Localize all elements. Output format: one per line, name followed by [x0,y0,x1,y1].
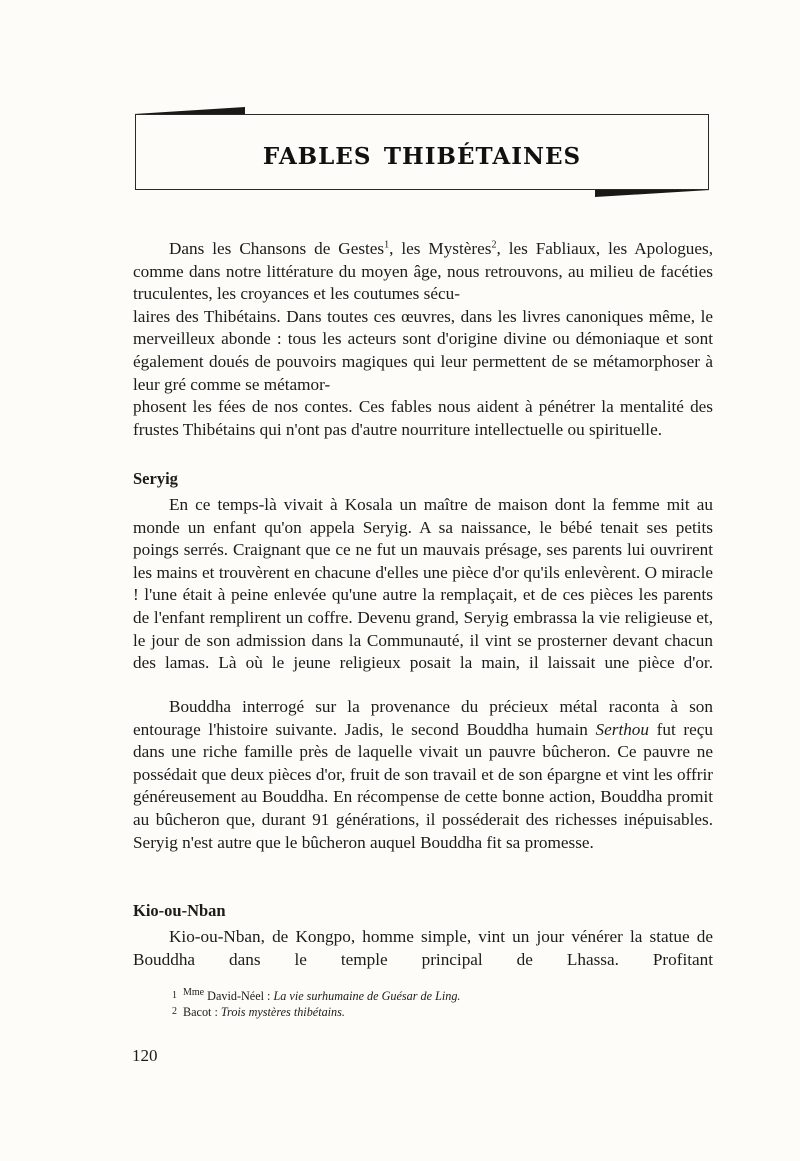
footnote-ref-2: 2 [491,239,497,251]
footnote-1-number: 1 [172,990,177,1001]
serthou-name: Serthou [595,719,649,739]
intro-text-c: , les Fabliaux, les Apologues, comme dans notre littérature du moyen âge, nous retrouvons, au milieu de facéties truculentes, les croyances et les coutumes sécu- laires des Thibétains. Dans toutes ces œuvres, dans les livres canoniques même, le merveilleux abonde : tous les acteurs sont d'origine divine ou démoniaque et sont également doués de pouvoirs magiques qui leur permettent de se métamorphoser à leur gré comme se métamor- phosent les fées de nos contes. Ces fables nous aident à pénétrer la mentalité des frustes Thibétains qui n'ont pas d'autre nourriture intellectuelle ou spirituelle. [133,239,713,439]
footnote-2-number: 2 [172,1006,177,1017]
section-heading-kio-ou-nban: Kio-ou-Nban [133,901,226,920]
section-heading-seryig: Seryig [133,469,178,488]
kio-paragraph-1: Kio-ou-Nban, de Kongpo, homme simple, vint un jour vénérer la statue de Bouddha dans le temple principal de Lhassa. Profitant [133,927,713,969]
intro-text-b: , les Mystères [389,239,492,258]
title-frame [135,114,709,190]
seryig-p2-text-b: fut reçu dans une riche famille près de laquelle vivait un pauvre bûcheron. Ce pauvre ne possédait que deux pièces d'or, fruit de son travail et de son épargne et vint les offrir généreusement au Bouddha. En récompense de cette bonne action, Bouddha promit au bûcheron que, durant 91 générations, il posséderait des richesses inépuisables. Seryig n'est autre que le bûcheron auquel Bouddha fit sa promesse. [133,719,714,852]
seryig-paragraph-2 [133,696,713,854]
intro-text-a: Dans les Chansons de Gestes [169,239,385,258]
footnote-2-author: Bacot : [183,1005,221,1019]
footnote-1 [172,988,460,1004]
seryig-paragraph-1: En ce temps-là vivait à Kosala un maître de maison dont la femme mit au monde un enfant qu'on appela Seryig. A sa naissance, le bébé tenait ses petits poings serrés. Craignant que ce ne fut un mauvais présage, ses parents lui ouvrirent les mains et trouvèrent en chacune d'elles une pièce d'or qu'ils enlevèrent. O miracle ! l'une était à peine enlevée qu'une autre la remplaçait, et de ces pièces les parents de l'enfant remplirent un coffre. Devenu grand, Seryig embrassa la vie religieuse et, le jour de son admission dans la Communauté, il vint se prosterner devant chacun des lamas. Là où le jeune religieux posait la main, il laissait une pièce d'or. [133,495,713,673]
footnote-ref-1: 1 [384,239,390,251]
footnote-1-work: La vie surhumaine de Guésar de Ling. [273,989,461,1003]
seryig-p2-text-a: Bouddha interrogé sur la provenance du précieux métal raconta à son entourage l'histoire suivante. Jadis, le second Bouddha humain [133,697,713,739]
footnote-2 [172,1004,345,1020]
footnote-2-work: Trois mystères thibétains. [220,1005,345,1019]
intro-paragraph [133,238,713,441]
footnote-1-author: David-Néel : [204,989,274,1003]
page-number: 120 [132,1046,158,1065]
page-title: fables thibétaines [262,132,582,172]
footnote-1-title: Mme [183,986,205,998]
